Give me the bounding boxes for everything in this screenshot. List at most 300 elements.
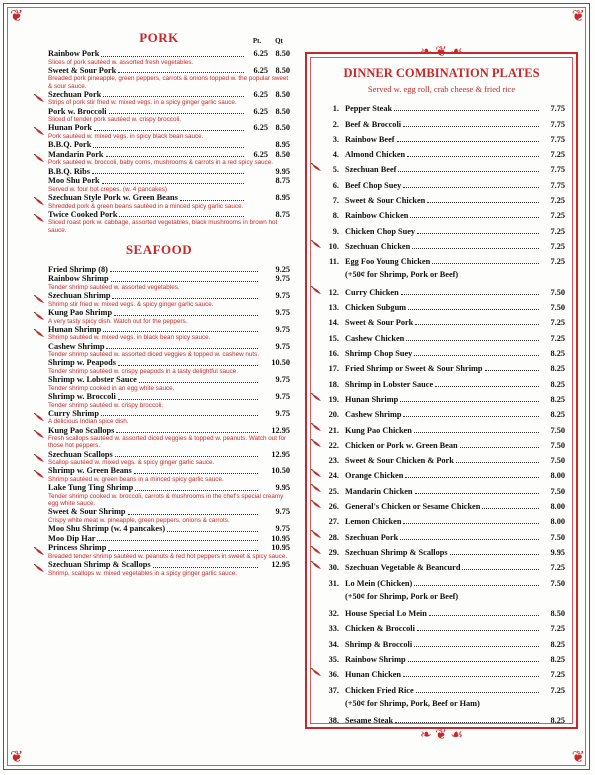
menu-item-row — [48, 507, 290, 517]
dot-leader — [462, 569, 539, 570]
combo-item[interactable] — [313, 113, 565, 128]
menu-item[interactable] — [48, 450, 290, 467]
combo-item[interactable] — [313, 603, 565, 618]
item-name: Szechuan Shrimp & Scallops — [48, 559, 151, 569]
menu-item[interactable] — [48, 524, 290, 534]
combo-number: 6. — [332, 180, 339, 190]
combo-number: 4. — [332, 150, 339, 160]
combo-number: 23. — [328, 456, 339, 466]
dot-leader — [103, 96, 244, 97]
combo-item[interactable] — [313, 129, 565, 144]
dot-leader — [395, 722, 539, 723]
item-name: Kung Pao Shrimp — [48, 307, 113, 317]
pork-list — [28, 49, 290, 234]
dot-leader — [429, 615, 539, 616]
item-description: Scallop sautéed w. mixed vegs. & spicy ginger garlic sauce. — [48, 459, 215, 467]
menu-item[interactable] — [48, 392, 290, 409]
quart-price: 8.95 — [275, 192, 290, 202]
combo-price: 7.75 — [550, 165, 565, 175]
menu-item-row — [48, 560, 290, 570]
dot-leader — [417, 630, 539, 631]
menu-item[interactable] — [48, 291, 290, 308]
hot-pepper-icon — [311, 561, 322, 570]
hot-pepper-icon — [311, 668, 322, 677]
menu-item[interactable] — [48, 123, 290, 140]
combo-title: DINNER COMBINATION PLATES — [343, 66, 540, 80]
menu-item[interactable] — [48, 308, 290, 325]
combo-price: 7.75 — [550, 134, 565, 144]
item-description: Tender shrimp sautéed w. assorted vegetables. — [48, 283, 180, 291]
combo-name: Szechuan Shrimp & Scallops — [345, 547, 448, 557]
pint-price: 6.25 — [253, 65, 268, 75]
combo-item[interactable] — [313, 435, 565, 450]
combo-name: Hunan Shrimp — [345, 394, 399, 404]
combo-price: 9.95 — [550, 547, 565, 557]
dot-leader — [450, 554, 539, 555]
item-name: Shrimp w. Broccoli — [48, 391, 116, 401]
dot-leader — [115, 456, 258, 457]
combo-item[interactable] — [313, 297, 565, 312]
combo-price: 8.00 — [550, 502, 565, 512]
combo-item[interactable] — [313, 404, 565, 419]
combo-item[interactable] — [313, 618, 565, 633]
item-name: Hunan Shrimp — [48, 324, 102, 334]
item-name: Moo Dip Har — [48, 533, 96, 543]
combo-name: Szechuan Pork — [345, 532, 399, 542]
combo-number: 13. — [328, 303, 339, 313]
dot-leader — [401, 294, 539, 295]
item-price: 9.75 — [275, 341, 290, 351]
quart-price: 8.50 — [275, 89, 290, 99]
item-name: B.B.Q. Pork — [48, 140, 92, 150]
item-name: Pork w. Broccoli — [48, 106, 107, 116]
dot-leader — [101, 56, 244, 57]
dot-leader — [456, 462, 539, 463]
combo-price: 7.25 — [550, 624, 565, 634]
dot-leader — [109, 113, 244, 114]
quart-price: 8.50 — [275, 123, 290, 133]
combo-price: 8.25 — [550, 349, 565, 359]
combo-top-ornament: ❧ ❦ ☙ — [420, 45, 464, 60]
menu-item-row — [48, 123, 290, 133]
hot-pepper-icon — [311, 500, 322, 509]
seafood-section-title: SEAFOOD — [125, 241, 193, 257]
combo-number: 11. — [329, 257, 339, 267]
dot-leader — [93, 147, 244, 148]
item-description: Crispy white meat w. pineapple, green peppers, onions & carrots. — [48, 516, 230, 524]
item-price: 9.95 — [275, 483, 290, 493]
combo-subtitle: Served w. egg roll, crab cheese & fried rice — [367, 84, 516, 94]
item-name: Hunan Pork — [48, 123, 93, 133]
item-description: Pork sautéed w. mixed vegs. in spicy black bean sauce. — [48, 132, 204, 140]
combo-number: 35. — [328, 654, 339, 664]
menu-item[interactable] — [48, 150, 290, 167]
combo-price: 8.25 — [550, 639, 565, 649]
combo-item[interactable] — [313, 205, 565, 220]
combo-number: 12. — [328, 287, 339, 297]
combo-item[interactable] — [313, 511, 565, 526]
combo-item[interactable] — [313, 236, 565, 251]
menu-item[interactable] — [48, 167, 290, 177]
item-description: Shrimp sautéed w. green beans in a minced spicy garlic sauce. — [48, 475, 224, 483]
item-name: Szechuan Style Pork w. Green Beans — [48, 192, 178, 202]
combo-item[interactable] — [313, 373, 565, 388]
combo-number: 1. — [332, 104, 339, 114]
combo-number: 34. — [328, 639, 339, 649]
combo-name: Sweet & Sour Pork — [345, 318, 414, 328]
hot-pepper-icon — [311, 484, 322, 493]
dot-leader — [153, 567, 258, 568]
item-name: B.B.Q. Ribs — [48, 166, 90, 176]
quart-price: 8.75 — [275, 209, 290, 219]
menu-item[interactable] — [48, 342, 290, 359]
item-name: Shrimp w. Green Beans — [48, 466, 132, 476]
menu-item[interactable] — [48, 140, 290, 150]
dot-leader — [417, 233, 539, 234]
combo-price: 7.25 — [550, 226, 565, 236]
combo-name: Sweet & Sour Chicken — [345, 196, 426, 206]
menu-item-row — [48, 90, 290, 100]
dot-leader — [92, 173, 244, 174]
item-price: 12.95 — [271, 559, 290, 569]
combo-price: 8.00 — [550, 471, 565, 481]
item-price: 12.95 — [271, 449, 290, 459]
menu-item-row — [48, 450, 290, 460]
combo-price: 7.25 — [550, 241, 565, 251]
dot-leader — [408, 309, 539, 310]
menu-item-row — [48, 66, 290, 76]
combo-name: Almond Chicken — [345, 150, 406, 160]
combo-item[interactable] — [313, 98, 565, 113]
item-description: Shrimp sautéed w. mixed vegs. in black bean spicy sauce. — [48, 334, 211, 342]
combo-name: Shrimp & Broccoli — [345, 639, 413, 649]
combo-name: Rainbow Beef — [345, 134, 395, 144]
combo-item[interactable] — [313, 419, 565, 434]
combo-item[interactable] — [313, 633, 565, 648]
dot-leader — [403, 187, 539, 188]
hot-pepper-icon — [34, 325, 45, 334]
dot-leader — [405, 477, 539, 478]
combo-price: 7.50 — [550, 287, 565, 297]
dot-leader — [116, 432, 258, 433]
item-name: Lake Tung Ting Shrimp — [48, 483, 134, 493]
item-description: Fresh scallops sautéed w. assorted diced veggies & topped w. peanuts. Watch out for those hot peppers. — [48, 435, 287, 450]
quart-header: Qt — [275, 37, 283, 45]
combo-price: 7.25 — [550, 257, 565, 267]
combo-name: House Special Lo Mein — [345, 609, 427, 619]
combo-number: 37. — [328, 685, 339, 695]
dot-leader — [128, 514, 258, 515]
dot-leader — [485, 370, 539, 371]
item-description: Shrimp, scallops w. mixed vegetables in a spicy ginger garlic sauce. — [48, 569, 237, 577]
combo-name: Fried Shrimp or Sweet & Sour Shrimp — [345, 364, 483, 374]
menu-item[interactable] — [48, 409, 290, 426]
combo-item[interactable] — [313, 557, 565, 572]
dot-leader — [403, 416, 539, 417]
item-name: Sweet & Sour Shrimp — [48, 507, 126, 517]
item-description: Pork sautéed w. broccoli, baby corns, mushrooms & carrots in a red spicy sauce. — [48, 159, 274, 167]
dot-leader — [108, 550, 258, 551]
combo-number: 28. — [328, 532, 339, 542]
item-name: Sweet & Sour Pork — [48, 65, 117, 75]
combo-bottom-ornament: ❧ ❦ ☙ — [420, 728, 464, 743]
combo-price: 7.25 — [550, 196, 565, 206]
dot-leader — [139, 382, 258, 383]
combo-name: Sweet & Sour Chicken & Pork — [345, 456, 454, 466]
hot-pepper-icon — [311, 393, 322, 402]
item-name: Kung Pao Scallops — [48, 425, 115, 435]
item-name: Curry Shrimp — [48, 408, 99, 418]
pint-price: 6.25 — [253, 149, 268, 159]
item-price: 9.75 — [275, 274, 290, 284]
hot-pepper-icon — [34, 450, 45, 459]
combo-number: 5. — [332, 165, 339, 175]
dot-leader — [119, 216, 244, 217]
combo-price: 7.50 — [550, 425, 565, 435]
menu-item-row — [48, 483, 290, 493]
menu-item[interactable] — [48, 90, 290, 107]
item-description: Sliced roast pork w. cabbage, assorted vegetables, black mushrooms in brown hot sauce. — [48, 219, 278, 234]
item-name: Shrimp w. Peapods — [48, 358, 117, 368]
hot-pepper-icon — [34, 308, 45, 317]
combo-price: 7.50 — [550, 486, 565, 496]
quart-price: 8.50 — [275, 49, 290, 58]
item-description: A very tasty spicy dish. Watch out for the peppers. — [48, 317, 188, 325]
combo-item[interactable] — [313, 664, 565, 679]
menu-item-row — [48, 193, 290, 203]
menu-item[interactable] — [48, 358, 290, 375]
combo-name: Chicken Subgum — [345, 303, 407, 313]
dot-leader — [408, 661, 539, 662]
combo-price: 7.50 — [550, 532, 565, 542]
dot-leader — [414, 646, 539, 647]
dot-leader — [106, 156, 244, 157]
menu-item[interactable] — [48, 193, 290, 210]
combo-name: Orange Chicken — [345, 471, 404, 481]
combo-number: 19. — [328, 394, 339, 404]
dot-leader — [460, 447, 539, 448]
item-price: 9.75 — [275, 307, 290, 317]
menu-item-row — [48, 167, 290, 177]
item-description: Shrimp stir fried w. mixed vegs. & spicy ginger garlic sauce. — [48, 300, 214, 308]
item-price: 9.75 — [275, 324, 290, 334]
menu-item[interactable] — [48, 426, 290, 450]
menu-item[interactable] — [48, 325, 290, 342]
hot-pepper-icon — [311, 469, 322, 478]
menu-item[interactable] — [48, 107, 290, 124]
combo-item[interactable] — [313, 542, 565, 557]
dot-leader — [412, 248, 539, 249]
dot-leader — [111, 281, 258, 282]
combo-item[interactable] — [313, 480, 565, 495]
dot-leader — [432, 263, 539, 264]
item-description: Tender shrimp cooked w. broccoli, carrots & mushrooms in the chef's special creamy egg white sauce. — [48, 492, 284, 507]
menu-item-row — [48, 358, 290, 368]
combo-name: Rainbow Shrimp — [345, 654, 406, 664]
item-name: Princess Shrimp — [48, 543, 107, 553]
combo-item[interactable] — [313, 159, 565, 174]
menu-item[interactable] — [48, 176, 290, 193]
combo-number: 36. — [328, 670, 339, 680]
menu-item[interactable] — [48, 265, 290, 275]
dot-leader — [112, 298, 258, 299]
pint-price: 6.25 — [253, 49, 268, 58]
menu-item-row — [48, 409, 290, 419]
combo-number: 16. — [328, 349, 339, 359]
combo-name: Chicken & Broccoli — [345, 624, 415, 634]
combo-name: General's Chicken or Sesame Chicken — [345, 502, 481, 512]
dot-leader — [118, 365, 258, 366]
hot-pepper-icon — [34, 210, 45, 219]
item-description: Slices of pork sautéed w. assorted fresh vegetables. — [48, 58, 194, 66]
menu-item[interactable] — [48, 483, 290, 507]
combo-item[interactable] — [313, 572, 565, 587]
item-price: 9.75 — [275, 523, 290, 533]
menu-item[interactable] — [48, 507, 290, 524]
dot-leader — [435, 386, 539, 387]
menu-item[interactable] — [48, 49, 290, 66]
hot-pepper-icon — [311, 439, 322, 448]
combo-item[interactable] — [313, 282, 565, 297]
combo-name: Egg Foo Young Chicken — [345, 257, 431, 267]
combo-item[interactable] — [313, 465, 565, 480]
combo-name: Rainbow Chicken — [345, 211, 409, 221]
menu-item[interactable] — [48, 466, 290, 483]
menu-item[interactable] — [48, 375, 290, 392]
dot-leader — [403, 523, 539, 524]
item-description: Tender shrimp cooked in an egg white sauce. — [48, 384, 175, 392]
dot-leader — [415, 493, 539, 494]
dot-leader — [134, 473, 258, 474]
dot-leader — [482, 508, 539, 509]
item-name: Twice Cooked Pork — [48, 209, 118, 219]
menu-item[interactable] — [48, 66, 290, 90]
hot-pepper-icon — [34, 409, 45, 418]
quart-price: 8.50 — [275, 65, 290, 75]
dot-leader — [394, 110, 539, 111]
combo-item[interactable] — [313, 327, 565, 342]
dot-leader — [102, 183, 244, 184]
combo-item[interactable] — [313, 312, 565, 327]
combo-name: Kung Pao Chicken — [345, 425, 412, 435]
combo-price: 7.25 — [550, 685, 565, 695]
hot-pepper-icon — [34, 543, 45, 552]
menu-item[interactable] — [48, 534, 290, 544]
combo-item[interactable] — [313, 190, 565, 205]
combo-name: Szechuan Vegetable & Beancurd — [345, 563, 461, 573]
combo-item[interactable] — [313, 358, 565, 373]
combo-name: Shrimp Chop Suey — [345, 349, 413, 359]
combo-item[interactable] — [313, 251, 565, 266]
corner-ornament-bottom-right: ❦ — [571, 749, 585, 766]
menu-item-row — [48, 426, 290, 436]
dot-leader — [416, 692, 539, 693]
menu-item-row — [48, 291, 290, 301]
corner-ornament-bottom-left: ❦ — [10, 749, 24, 766]
item-description: Tender shrimp sautéed w. crispy peapods in a tasty delightful sauce. — [48, 367, 239, 375]
item-price: 10.95 — [271, 543, 290, 553]
item-description: Sliced of tender pork sautéed w. crispy broccoli. — [48, 116, 182, 124]
hot-pepper-icon — [34, 560, 45, 569]
menu-item[interactable] — [48, 543, 290, 560]
menu-item-row — [48, 176, 290, 186]
hot-pepper-icon — [34, 291, 45, 300]
dot-leader — [400, 401, 539, 402]
dot-leader — [414, 585, 539, 586]
menu-item[interactable] — [48, 210, 290, 234]
combo-number: 7. — [332, 196, 339, 206]
menu-item-row — [48, 210, 290, 220]
hot-pepper-icon — [34, 150, 45, 159]
combo-item[interactable] — [313, 649, 565, 664]
quart-price: 9.95 — [275, 166, 290, 176]
combo-number: 29. — [328, 547, 339, 557]
menu-item-row — [48, 325, 290, 335]
combo-item[interactable] — [313, 450, 565, 465]
combo-name: Shrimp in Lobster Sauce — [345, 379, 434, 389]
combo-item[interactable] — [313, 496, 565, 511]
combo-name: Beef & Broccoli — [345, 119, 402, 129]
left-column — [28, 30, 290, 577]
combo-item[interactable] — [313, 343, 565, 358]
combo-price: 7.25 — [550, 211, 565, 221]
dot-leader — [101, 415, 258, 416]
item-description: Tender shrimp sautéed w. crispy broccoli. — [48, 401, 164, 409]
dot-leader — [415, 324, 539, 325]
pint-price: 6.25 — [253, 106, 268, 116]
combo-item[interactable] — [313, 679, 565, 694]
menu-item-row — [48, 265, 290, 275]
menu-item[interactable] — [48, 560, 290, 577]
combo-price: 8.00 — [550, 517, 565, 527]
item-description: Shredded pork & green beans sautéed in a minced spicy garlic sauce. — [48, 202, 244, 210]
combo-item[interactable] — [313, 389, 565, 404]
combo-name: Curry Chicken — [345, 287, 399, 297]
pint-price: 6.25 — [253, 89, 268, 99]
combo-name: Lo Mein (Chicken) — [345, 578, 413, 588]
combo-name: Cashew Chicken — [345, 333, 405, 343]
combo-number: 24. — [328, 471, 339, 481]
combo-price: 8.25 — [550, 364, 565, 374]
combo-price: 8.50 — [550, 609, 565, 619]
combo-item[interactable] — [313, 710, 565, 725]
combo-item[interactable] — [313, 526, 565, 541]
combo-item[interactable] — [313, 220, 565, 235]
combo-price: 7.75 — [550, 119, 565, 129]
dot-leader — [106, 348, 258, 349]
item-price: 9.75 — [275, 291, 290, 301]
item-price: 9.75 — [275, 408, 290, 418]
item-name: Cashew Shrimp — [48, 341, 105, 351]
pint-header: Pt. — [252, 37, 262, 45]
combo-name: Szechuan Chicken — [345, 241, 411, 251]
combo-name: Beef Chop Suey — [345, 180, 402, 190]
hot-pepper-icon — [34, 426, 45, 435]
combo-item[interactable] — [313, 144, 565, 159]
dot-leader — [167, 531, 258, 532]
quart-price: 8.50 — [275, 106, 290, 116]
item-name: Szechuan Pork — [48, 89, 102, 99]
item-price: 9.75 — [275, 507, 290, 517]
combo-price: 7.25 — [550, 670, 565, 680]
menu-item[interactable] — [48, 274, 290, 291]
combo-name: Chicken Chop Suey — [345, 226, 416, 236]
item-name: Szechuan Scallops — [48, 449, 113, 459]
item-description: Breaded pork pineapple, green peppers, carrots & onions topped w. the popular sweet & sour sauce. — [48, 75, 289, 90]
combo-item[interactable] — [313, 174, 565, 189]
item-name: Rainbow Pork — [48, 49, 100, 58]
combo-number: 15. — [328, 333, 339, 343]
